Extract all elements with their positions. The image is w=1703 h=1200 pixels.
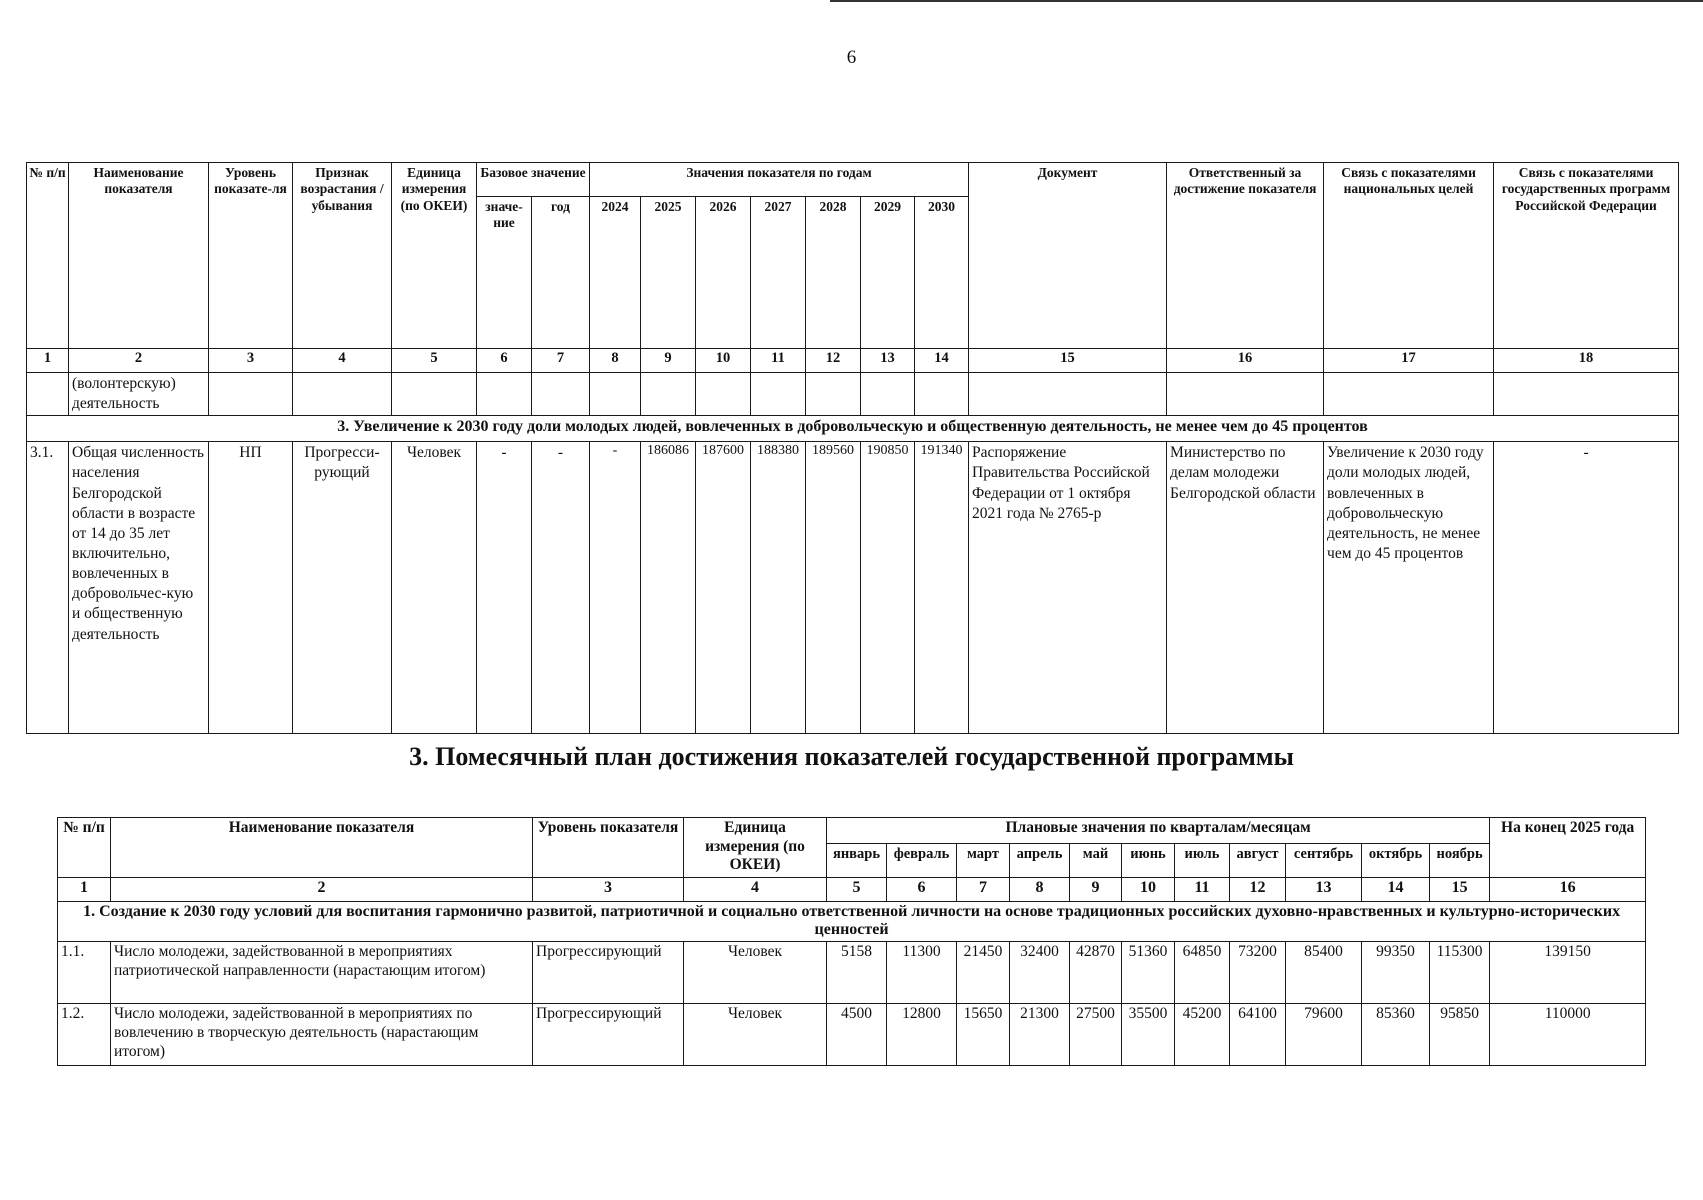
header-year: 2027 [751, 197, 806, 349]
header-end: На конец 2025 года [1490, 818, 1646, 878]
column-number: 16 [1167, 349, 1324, 373]
header-link-gp: Связь с показателями государственных программ Российской Федерации [1494, 163, 1679, 349]
continuation-name: (волонтерскую) деятельность [69, 373, 209, 416]
continuation-row [27, 373, 1679, 416]
row-name: Общая численность населения Белгородской области в возрасте от 14 до 35 лет включительно, вовлеченных в добровольчес-кую и общественную деятельность [69, 442, 209, 734]
header-year: 2028 [806, 197, 861, 349]
column-number: 9 [641, 349, 696, 373]
row-month-value: 27500 [1070, 1004, 1122, 1066]
row-month-value: 15650 [957, 1004, 1010, 1066]
header-base-year: год [532, 197, 590, 349]
header-years-group: Значения показателя по годам [590, 163, 969, 197]
header-level: Уровень показате-ля [209, 163, 293, 349]
row-month-value: 64100 [1230, 1004, 1286, 1066]
column-number: 11 [1175, 878, 1230, 902]
row-year-value: 191340 [915, 442, 969, 734]
row-base-year: - [532, 442, 590, 734]
row-unit: Человек [392, 442, 477, 734]
row-name: Число молодежи, задействованной в мероприятиях патриотической направленности (нарастающим итогом) [111, 942, 533, 1004]
column-number: 1 [58, 878, 111, 902]
row-num: 3.1. [27, 442, 69, 734]
row-end-value: 139150 [1490, 942, 1646, 1004]
column-number: 14 [915, 349, 969, 373]
header-trend: Признак возрастания / убывания [293, 163, 392, 349]
header-num: № п/п [27, 163, 69, 349]
row-month-value: 12800 [887, 1004, 957, 1066]
header-unit: Единица измерения (по ОКЕИ) [684, 818, 827, 878]
column-number: 2 [111, 878, 533, 902]
row-year-value: 190850 [861, 442, 915, 734]
header-document: Документ [969, 163, 1167, 349]
section-heading: 3. Увеличение к 2030 году доли молодых людей, вовлеченных в добровольческую и общественную деятельность, не менее чем до 45 процентов [27, 416, 1679, 442]
header-year: 2026 [696, 197, 751, 349]
row-month-value: 99350 [1362, 942, 1430, 1004]
column-number: 1 [27, 349, 69, 373]
table-row [58, 942, 1646, 1004]
column-number: 8 [1010, 878, 1070, 902]
page-number: 6 [846, 47, 857, 68]
row-num: 1.1. [58, 942, 111, 1004]
column-number: 9 [1070, 878, 1122, 902]
header-month: сентябрь [1286, 844, 1362, 878]
row-month-value: 5158 [827, 942, 887, 1004]
header-month: август [1230, 844, 1286, 878]
column-number: 10 [1122, 878, 1175, 902]
column-number: 13 [861, 349, 915, 373]
column-number: 3 [209, 349, 293, 373]
column-number: 15 [1430, 878, 1490, 902]
header-responsible: Ответственный за достижение показателя [1167, 163, 1324, 349]
row-year-value: 188380 [751, 442, 806, 734]
row-trend: Прогресси-рующий [293, 442, 392, 734]
header-base-value: значе-ние [477, 197, 532, 349]
column-number: 2 [69, 349, 209, 373]
row-end-value: 110000 [1490, 1004, 1646, 1066]
row-month-value: 64850 [1175, 942, 1230, 1004]
row-level: НП [209, 442, 293, 734]
indicators-table [26, 162, 1679, 734]
row-month-value: 4500 [827, 1004, 887, 1066]
header-base: Базовое значение [477, 163, 590, 197]
row-month-value: 85360 [1362, 1004, 1430, 1066]
table-row [58, 1004, 1646, 1066]
column-number: 14 [1362, 878, 1430, 902]
row-name: Число молодежи, задействованной в мероприятиях по вовлечению в творческую деятельность (нарастающим итогом) [111, 1004, 533, 1066]
header-year: 2024 [590, 197, 641, 349]
header-name: Наименование показателя [69, 163, 209, 349]
row-month-value: 115300 [1430, 942, 1490, 1004]
section-title: 3. Помесячный план достижения показателей государственной программы [409, 742, 1294, 771]
column-numbers-row [58, 878, 1646, 902]
header-plan-group: Плановые значения по кварталам/месяцам [827, 818, 1490, 844]
row-month-value: 11300 [887, 942, 957, 1004]
column-number: 12 [806, 349, 861, 373]
header-num: № п/п [58, 818, 111, 878]
row-unit: Человек [684, 1004, 827, 1066]
header-month: июль [1175, 844, 1230, 878]
header-month: январь [827, 844, 887, 878]
header-name: Наименование показателя [111, 818, 533, 878]
column-number: 16 [1490, 878, 1646, 902]
row-month-value: 21450 [957, 942, 1010, 1004]
column-number: 7 [957, 878, 1010, 902]
row-responsible: Министерство по делам молодежи Белгородской области [1167, 442, 1324, 734]
column-number: 5 [827, 878, 887, 902]
row-month-value: 51360 [1122, 942, 1175, 1004]
header-month: март [957, 844, 1010, 878]
column-number: 13 [1286, 878, 1362, 902]
header-year: 2030 [915, 197, 969, 349]
column-number: 11 [751, 349, 806, 373]
header-year: 2029 [861, 197, 915, 349]
header-level: Уровень показателя [533, 818, 684, 878]
section-heading: 1. Создание к 2030 году условий для воспитания гармонично развитой, патриотичной и социально ответственной личности на основе традиционных российских духовно-нравственных и культурно-исторических ценностей [58, 902, 1646, 942]
row-year-value: 187600 [696, 442, 751, 734]
row-month-value: 45200 [1175, 1004, 1230, 1066]
column-number: 7 [532, 349, 590, 373]
column-number: 12 [1230, 878, 1286, 902]
header-month: ноябрь [1430, 844, 1490, 878]
monthly-plan-table [57, 817, 1646, 1066]
row-level: Прогрессирующий [533, 1004, 684, 1066]
row-month-value: 35500 [1122, 1004, 1175, 1066]
row-document: Распоряжение Правительства Российской Федерации от 1 октября 2021 года № 2765-р [969, 442, 1167, 734]
column-number: 17 [1324, 349, 1494, 373]
header-unit: Единица измерения (по ОКЕИ) [392, 163, 477, 349]
column-number: 18 [1494, 349, 1679, 373]
row-month-value: 85400 [1286, 942, 1362, 1004]
column-number: 4 [684, 878, 827, 902]
row-num: 1.2. [58, 1004, 111, 1066]
row-year-value: - [590, 442, 641, 734]
row-year-value: 186086 [641, 442, 696, 734]
header-month: февраль [887, 844, 957, 878]
row-month-value: 32400 [1010, 942, 1070, 1004]
column-number: 6 [477, 349, 532, 373]
row-year-value: 189560 [806, 442, 861, 734]
header-month: апрель [1010, 844, 1070, 878]
column-numbers-row [27, 349, 1679, 373]
column-number: 6 [887, 878, 957, 902]
header-month: май [1070, 844, 1122, 878]
row-unit: Человек [684, 942, 827, 1004]
column-number: 5 [392, 349, 477, 373]
header-month: октябрь [1362, 844, 1430, 878]
row-link-gp: - [1494, 442, 1679, 734]
row-base-value: - [477, 442, 532, 734]
column-number: 8 [590, 349, 641, 373]
column-number: 3 [533, 878, 684, 902]
row-month-value: 42870 [1070, 942, 1122, 1004]
header-year: 2025 [641, 197, 696, 349]
column-number: 15 [969, 349, 1167, 373]
row-month-value: 21300 [1010, 1004, 1070, 1066]
column-number: 10 [696, 349, 751, 373]
row-link-national: Увеличение к 2030 году доли молодых людей, вовлеченных в добровольческую деятельность, не менее чем до 45 процентов [1324, 442, 1494, 734]
header-link-national: Связь с показателями национальных целей [1324, 163, 1494, 349]
top-edge-line [830, 0, 1703, 2]
table-row [27, 442, 1679, 734]
row-month-value: 73200 [1230, 942, 1286, 1004]
row-month-value: 95850 [1430, 1004, 1490, 1066]
row-month-value: 79600 [1286, 1004, 1362, 1066]
row-level: Прогрессирующий [533, 942, 684, 1004]
column-number: 4 [293, 349, 392, 373]
header-month: июнь [1122, 844, 1175, 878]
